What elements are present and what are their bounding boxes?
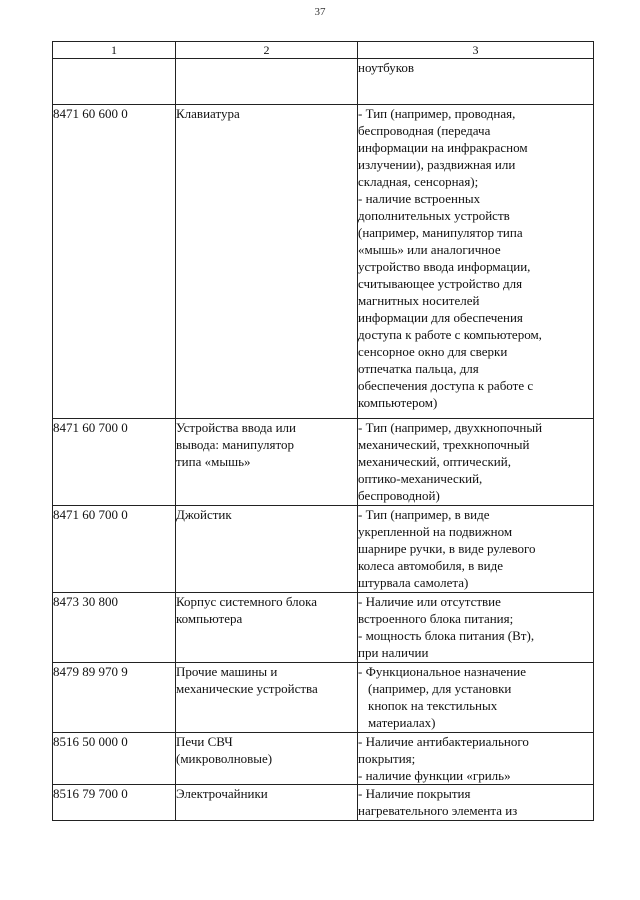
attribute-line: считывающее устройство для (358, 276, 523, 291)
product-name-cell (176, 733, 358, 785)
product-name-cell (176, 105, 358, 419)
attributes-cell (358, 593, 594, 663)
product-name-line: Корпус системного блока (176, 594, 318, 609)
attribute-line: излучении), раздвижная или (358, 157, 516, 172)
attribute-line: обеспечения доступа к работе с (358, 378, 534, 393)
column-header-2: 2 (176, 42, 358, 59)
hs-code-cell: 8516 79 700 0 (53, 785, 176, 821)
attribute-line: - Тип (например, двухкнопочный (358, 420, 543, 435)
column-header-3: 3 (358, 42, 594, 59)
attributes-cell (358, 663, 594, 733)
attribute-line: складная, сенсорная); (358, 174, 479, 189)
table-header-row (53, 42, 594, 59)
attribute-line: кнопок на текстильных (368, 698, 498, 713)
hs-code-cell: 8471 60 600 0 (53, 105, 176, 419)
product-name-cell (176, 59, 358, 105)
product-name-cell (176, 785, 358, 821)
table-body (53, 59, 594, 821)
attribute-line: беспроводной) (358, 488, 440, 503)
attribute-line: покрытия; (358, 751, 416, 766)
attribute-line: - Тип (например, проводная, (358, 106, 516, 121)
attribute-line: отпечатка пальца, для (358, 361, 479, 376)
attributes-cell (358, 733, 594, 785)
attribute-line: - Наличие покрытия (358, 786, 471, 801)
product-name-line: Прочие машины и (176, 664, 278, 679)
product-name-line: Клавиатура (176, 106, 240, 121)
product-name-line: вывода: манипулятор (176, 437, 294, 452)
attribute-line: «мышь» или аналогичное (358, 242, 501, 257)
attribute-line: (например, для установки (368, 681, 512, 696)
table-row (53, 419, 594, 506)
product-name-line: (микроволновые) (176, 751, 273, 766)
attribute-line: штурвала самолета) (358, 575, 469, 590)
attribute-line: ноутбуков (358, 60, 415, 75)
product-name-line: типа «мышь» (176, 454, 251, 469)
product-name-cell (176, 506, 358, 593)
hs-code-cell: 8479 89 970 9 (53, 663, 176, 733)
hs-code-cell: 8471 60 700 0 (53, 506, 176, 593)
table-row (53, 785, 594, 821)
attribute-line: (например, манипулятор типа (358, 225, 523, 240)
hs-code-cell: 8473 30 800 (53, 593, 176, 663)
attributes-cell (358, 785, 594, 821)
product-name-line: Электрочайники (176, 786, 268, 801)
product-name-line: Печи СВЧ (176, 734, 233, 749)
attribute-line: при наличии (358, 645, 429, 660)
attribute-line: укрепленной на подвижном (358, 524, 513, 539)
attribute-line: беспроводная (передача (358, 123, 491, 138)
page-number: 37 (314, 6, 326, 18)
attribute-line: - Тип (например, в виде (358, 507, 490, 522)
attributes-cell (358, 59, 594, 105)
table-row (53, 663, 594, 733)
attribute-line: - Наличие антибактериального (358, 734, 529, 749)
attribute-line: оптико-механический, (358, 471, 483, 486)
column-header-1: 1 (53, 42, 176, 59)
table-row (53, 506, 594, 593)
attribute-line: доступа к работе с компьютером, (358, 327, 542, 342)
attribute-line: механический, трехкнопочный (358, 437, 530, 452)
hs-code-cell: 8471 60 700 0 (53, 419, 176, 506)
attributes-cell (358, 105, 594, 419)
attribute-line: - наличие встроенных (358, 191, 481, 206)
hs-code-cell: 8516 50 000 0 (53, 733, 176, 785)
attribute-line: механический, оптический, (358, 454, 511, 469)
attribute-line: колеса автомобиля, в виде (358, 558, 503, 573)
attribute-line: - мощность блока питания (Вт), (358, 628, 535, 643)
product-name-cell (176, 663, 358, 733)
attribute-line: дополнительных устройств (358, 208, 510, 223)
product-name-cell (176, 419, 358, 506)
table-row (53, 59, 594, 105)
attribute-line: - Наличие или отсутствие (358, 594, 501, 609)
attributes-cell (358, 506, 594, 593)
hs-code-cell (53, 59, 176, 105)
table-row (53, 733, 594, 785)
attribute-line: нагревательного элемента из (358, 803, 518, 818)
attribute-line: устройство ввода информации, (358, 259, 531, 274)
product-name-line: компьютера (176, 611, 243, 626)
attribute-line: сенсорное окно для сверки (358, 344, 508, 359)
attribute-line: встроенного блока питания; (358, 611, 514, 626)
product-name-line: механические устройства (176, 681, 318, 696)
attribute-line: информации на инфракрасном (358, 140, 528, 155)
attribute-line: - наличие функции «гриль» (358, 768, 511, 783)
attributes-cell (358, 419, 594, 506)
table-row (53, 593, 594, 663)
attribute-line: шарнире ручки, в виде рулевого (358, 541, 536, 556)
attribute-line: магнитных носителей (358, 293, 480, 308)
product-name-line: Джойстик (176, 507, 232, 522)
attribute-line: компьютером) (358, 395, 438, 410)
product-name-cell (176, 593, 358, 663)
attribute-line: информации для обеспечения (358, 310, 523, 325)
product-name-line: Устройства ввода или (176, 420, 296, 435)
attribute-line: - Функциональное назначение (358, 664, 526, 679)
table-row (53, 105, 594, 419)
attribute-line: материалах) (368, 715, 436, 730)
goods-table (52, 41, 594, 821)
